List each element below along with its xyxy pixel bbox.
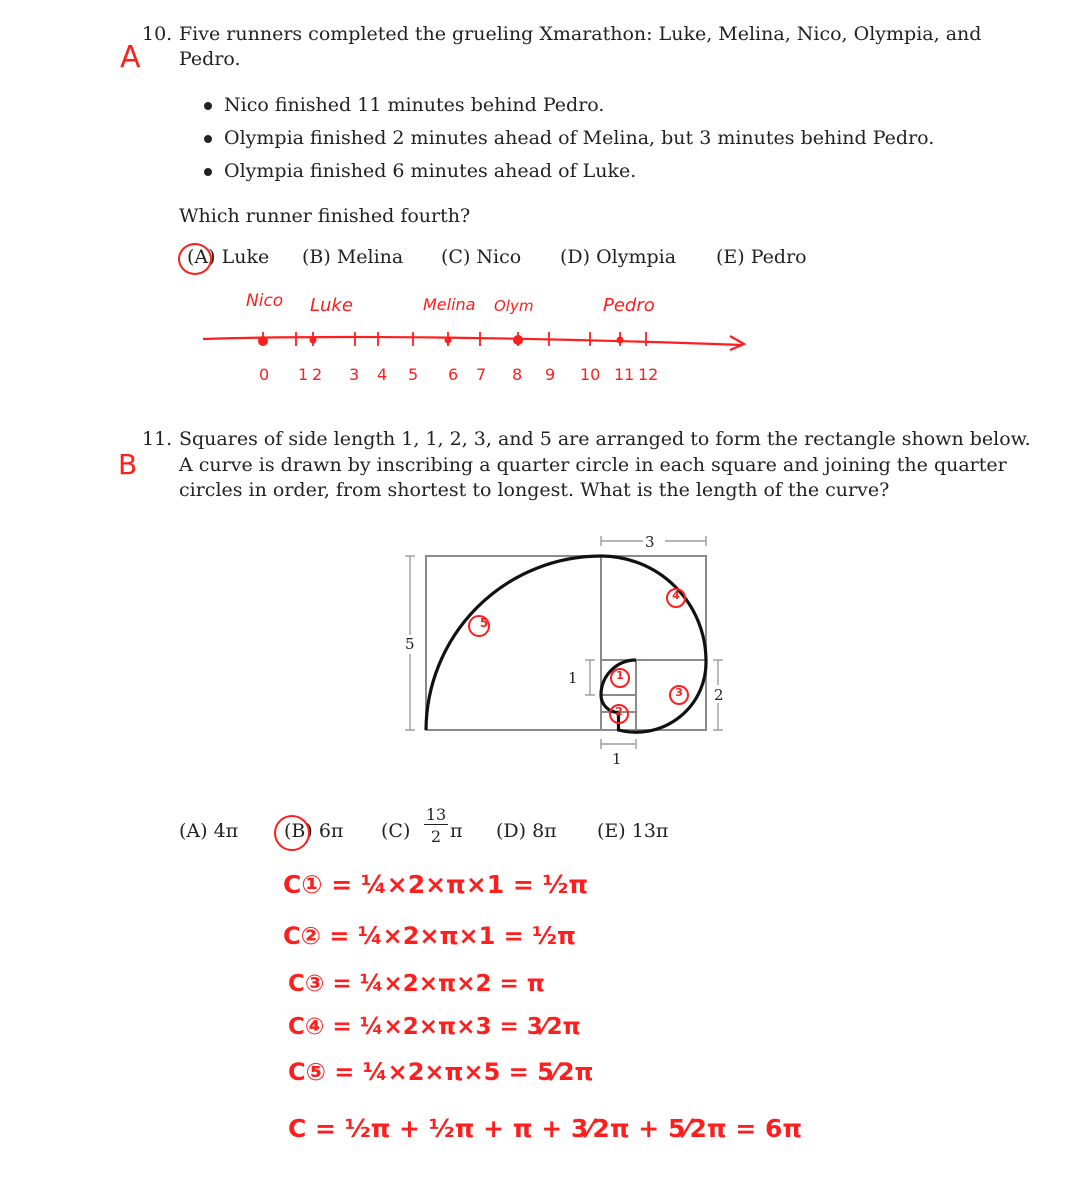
nl-tick-10: 10 [580, 365, 601, 384]
q11-number: 11. [142, 428, 173, 450]
nl-name-melina: Melina [423, 295, 476, 314]
q10-option-a[interactable]: (A) Luke [187, 246, 270, 268]
fibonacci-figure [395, 528, 740, 773]
q11-grade: B [118, 448, 138, 481]
q10-option-d[interactable]: (D) Olympia [560, 246, 677, 268]
circled-label-5: 5 [479, 616, 489, 630]
q10-option-b[interactable]: (B) Melina [302, 246, 404, 268]
circled-label-3: 3 [675, 686, 683, 699]
q11-text-line2: A curve is drawn by inscribing a quarter circle in each square and joining the quarter [179, 454, 1007, 476]
q10-question: Which runner finished fourth? [179, 205, 471, 227]
number-line [0, 320, 1080, 370]
nl-name-pedro: Pedro [603, 295, 655, 316]
nl-tick-0: 0 [259, 365, 270, 384]
nl-tick-8: 8 [512, 365, 523, 384]
nl-tick-1: 1 [298, 365, 309, 384]
nl-name-luke: Luke [310, 295, 353, 316]
circled-label-4: 4 [672, 589, 680, 602]
nl-tick-6: 6 [448, 365, 459, 384]
work-line-4: C④ = ¼×2×π×3 = 3⁄2π [288, 1014, 581, 1040]
q10-number: 10. [142, 23, 173, 45]
fig-label-bottom: 1 [612, 750, 622, 768]
work-line-3: C③ = ¼×2×π×2 = π [288, 971, 545, 997]
q11-option-e[interactable]: (E) 13π [597, 820, 669, 842]
bullet-icon [204, 135, 212, 143]
work-line-1: C① = ¼×2×π×1 = ½π [283, 870, 589, 899]
nl-tick-11: 11 [614, 365, 635, 384]
nl-tick-2: 2 [312, 365, 323, 384]
fig-label-small: 1 [568, 669, 578, 687]
q11-option-d[interactable]: (D) 8π [496, 820, 557, 842]
q11-option-c-pi: π [450, 820, 463, 842]
circled-label-2: 2 [615, 705, 623, 718]
q11-text-line3: circles in order, from shortest to longest. What is the length of the curve? [179, 479, 890, 501]
bullet-icon [204, 168, 212, 176]
nl-name-nico: Nico [246, 291, 284, 311]
q11-option-a[interactable]: (A) 4π [179, 820, 239, 842]
q10-option-c[interactable]: (C) Nico [441, 246, 522, 268]
nl-tick-7: 7 [476, 365, 487, 384]
nl-tick-3: 3 [349, 365, 360, 384]
work-line-5: C⑤ = ¼×2×π×5 = 5⁄2π [288, 1058, 594, 1086]
q10-option-e[interactable]: (E) Pedro [716, 246, 807, 268]
fig-label-top: 3 [645, 533, 655, 551]
q11-text-line1: Squares of side length 1, 1, 2, 3, and 5 are arranged to form the rectangle shown below. [179, 428, 1031, 450]
q11-option-c-numerator: 13 [425, 805, 447, 824]
answer-circle-icon [178, 243, 212, 275]
answer-circle-icon [274, 815, 310, 851]
q11-option-b[interactable]: (B) 6π [284, 820, 344, 842]
fig-label-right: 2 [714, 686, 724, 704]
q10-text-line1: Five runners completed the grueling Xmarathon: Luke, Melina, Nico, Olympia, and [179, 23, 982, 45]
fig-label-left: 5 [405, 635, 415, 653]
nl-name-olympia: Olym [494, 297, 534, 315]
q11-option-c-prefix[interactable]: (C) [381, 820, 411, 842]
circled-label-1: 1 [616, 669, 624, 682]
work-line-total: C = ½π + ½π + π + 3⁄2π + 5⁄2π = 6π [288, 1114, 803, 1143]
nl-tick-5: 5 [408, 365, 419, 384]
work-line-2: C② = ¼×2×π×1 = ½π [283, 922, 576, 950]
q10-text-line2: Pedro. [179, 48, 241, 70]
q10-bullet-1: Nico finished 11 minutes behind Pedro. [224, 94, 605, 116]
q11-option-c-denominator: 2 [430, 827, 442, 846]
q10-bullet-2: Olympia finished 2 minutes ahead of Melina, but 3 minutes behind Pedro. [224, 127, 935, 149]
q10-bullet-3: Olympia finished 6 minutes ahead of Luke. [224, 160, 637, 182]
nl-tick-12: 12 [638, 365, 659, 384]
nl-tick-9: 9 [545, 365, 556, 384]
bullet-icon [204, 102, 212, 110]
nl-tick-4: 4 [377, 365, 388, 384]
q10-grade: A [120, 40, 141, 75]
